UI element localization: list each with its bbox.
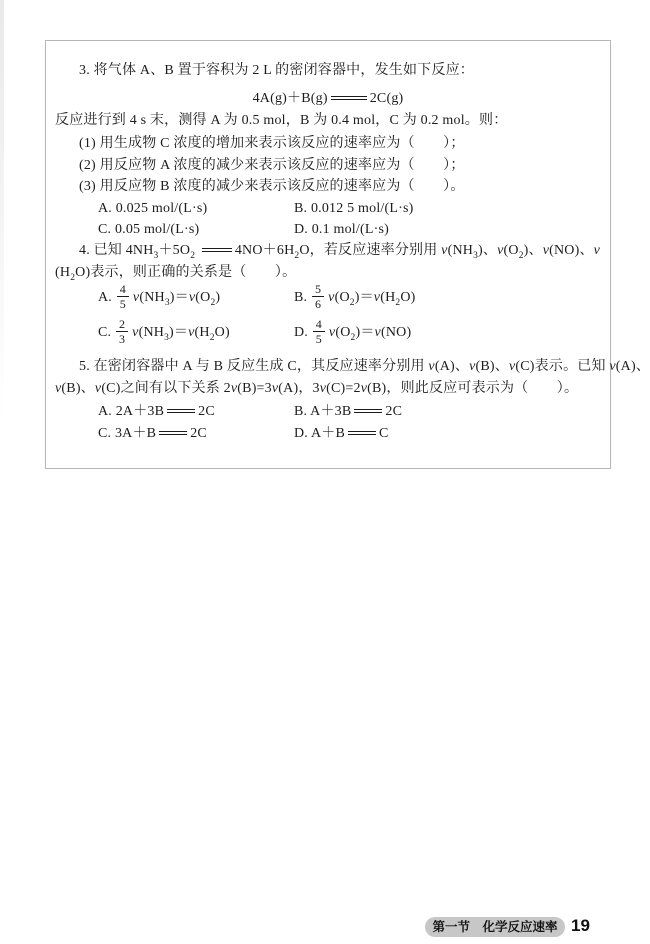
italic-variable: v xyxy=(230,381,238,396)
q4-option-a: A. $\frac{4}{5}$ $v(NH_3)=v(O_2)$ xyxy=(98,282,221,312)
chem-equals-line xyxy=(167,409,195,413)
footer-section-badge: 第一节 化学反应速率 xyxy=(425,917,565,937)
italic-variable: v xyxy=(55,381,62,396)
chem-equals-line xyxy=(202,248,232,252)
page-edge-shadow xyxy=(0,0,4,420)
q3-option-a: A. 0.025 mol/(L·s) xyxy=(98,201,208,216)
q5-intro-line2: v(B)、v(C)之间有以下关系 2v(B)=3v(A)，3v(C)=2v(B)，则此反应可表示为（ ）。 xyxy=(55,381,579,396)
italic-variable: v xyxy=(374,325,381,340)
q3-option-c: C. 0.05 mol/(L·s) xyxy=(98,222,200,237)
subscript: 3 xyxy=(473,250,479,261)
italic-variable: v xyxy=(428,359,435,374)
italic-variable: v xyxy=(328,325,336,340)
subscript: 2 xyxy=(518,250,524,261)
italic-variable: v xyxy=(319,381,327,396)
subscript: 2 xyxy=(190,250,196,261)
q3-option-d: D. 0.1 mol/(L·s) xyxy=(294,222,389,237)
italic-variable: v xyxy=(609,359,616,374)
q5-intro: 5. 在密闭容器中 A 与 B 反应生成 C，其反应速率分别用 v(A)、v(B)、v(C)表示。已知 v(A)、 xyxy=(79,359,650,374)
subscript: 3 xyxy=(164,297,170,308)
italic-variable: v xyxy=(132,290,140,305)
q3-subquestion-2: (2) 用反应物 A 浓度的减少来表示该反应的速率应为（ ）； xyxy=(79,158,465,173)
q5-option-d: D. A＋B C xyxy=(294,426,389,441)
subscript: 3 xyxy=(164,332,170,343)
q4-option-b: B. $\frac{5}{6}$ $v(O_2)=v(H_2O)$ xyxy=(294,282,416,312)
q3-subquestion-1: (1) 用生成物 C 浓度的增加来表示该反应的速率应为（ ）； xyxy=(79,136,465,151)
italic-variable: v xyxy=(132,325,139,340)
italic-variable: v xyxy=(469,359,476,374)
subscript: 3 xyxy=(153,250,159,261)
fraction: $\frac{2}{3}$ xyxy=(116,317,128,346)
italic-variable: v xyxy=(373,290,381,305)
q4-option-d: D. $\frac{4}{5}$ $v(O_2)=v(NO)$ xyxy=(294,317,412,347)
subscript: 2 xyxy=(350,332,356,343)
exercise-box xyxy=(45,40,650,469)
italic-variable: v xyxy=(94,381,102,396)
subscript: 2 xyxy=(294,250,300,261)
subscript: 2 xyxy=(70,272,76,283)
q4-option-c: C. $\frac{2}{3}$ $v(NH_3)=v(H_2O)$ xyxy=(98,317,230,347)
fraction: $\frac{4}{5}$ xyxy=(117,282,129,311)
subscript: 2 xyxy=(395,297,401,308)
chem-equals-line xyxy=(348,431,376,435)
chem-equals-line xyxy=(354,409,382,413)
italic-variable: v xyxy=(441,243,448,258)
q5-option-a: A. 2A＋3B 2C xyxy=(98,404,215,419)
italic-variable: v xyxy=(271,381,279,396)
q3-equation: 4A(g)＋B(g) 2C(g) xyxy=(252,91,404,106)
q4-intro: 4. 已知 $4NH_3+5O_2$ $4NO+6H_2O$，若反应速率分别用 $v(NH_3)$、$v(O_2)$、v(NO)、v xyxy=(79,243,601,261)
subscript: 2 xyxy=(349,297,355,308)
q4-intro-line2: $(H_2O)$表示，则正确的关系是（ ）。 xyxy=(55,265,297,283)
fraction: $\frac{4}{5}$ xyxy=(313,317,325,346)
q3-subquestion-3: (3) 用反应物 B 浓度的减少来表示该反应的速率应为（ ）。 xyxy=(79,179,465,194)
q3-intro: 3. 将气体 A、B 置于容积为 2 L 的密闭容器中，发生如下反应： xyxy=(79,63,474,78)
fraction: $\frac{5}{6}$ xyxy=(312,282,324,311)
subscript: 2 xyxy=(209,332,215,343)
italic-variable: v xyxy=(593,243,601,258)
subscript: 2 xyxy=(210,297,216,308)
q5-option-c: C. 3A＋B 2C xyxy=(98,426,207,441)
italic-variable: v xyxy=(328,290,335,305)
chem-equals-line xyxy=(331,96,367,100)
italic-variable: v xyxy=(542,243,550,258)
q3-option-b: B. 0.012 5 mol/(L·s) xyxy=(294,201,414,216)
italic-variable: v xyxy=(188,325,195,340)
q5-option-b: B. A＋3B 2C xyxy=(294,404,403,419)
italic-variable: v xyxy=(188,290,196,305)
page-number: 19 xyxy=(571,916,590,935)
italic-variable: v xyxy=(360,381,368,396)
chem-equals-line xyxy=(159,431,187,435)
italic-variable: v xyxy=(497,243,504,258)
italic-variable: v xyxy=(508,359,516,374)
q3-condition: 反应进行到 4 s 末，测得 A 为 0.5 mol，B 为 0.4 mol，C 为 0.2 mol。则： xyxy=(55,113,508,128)
